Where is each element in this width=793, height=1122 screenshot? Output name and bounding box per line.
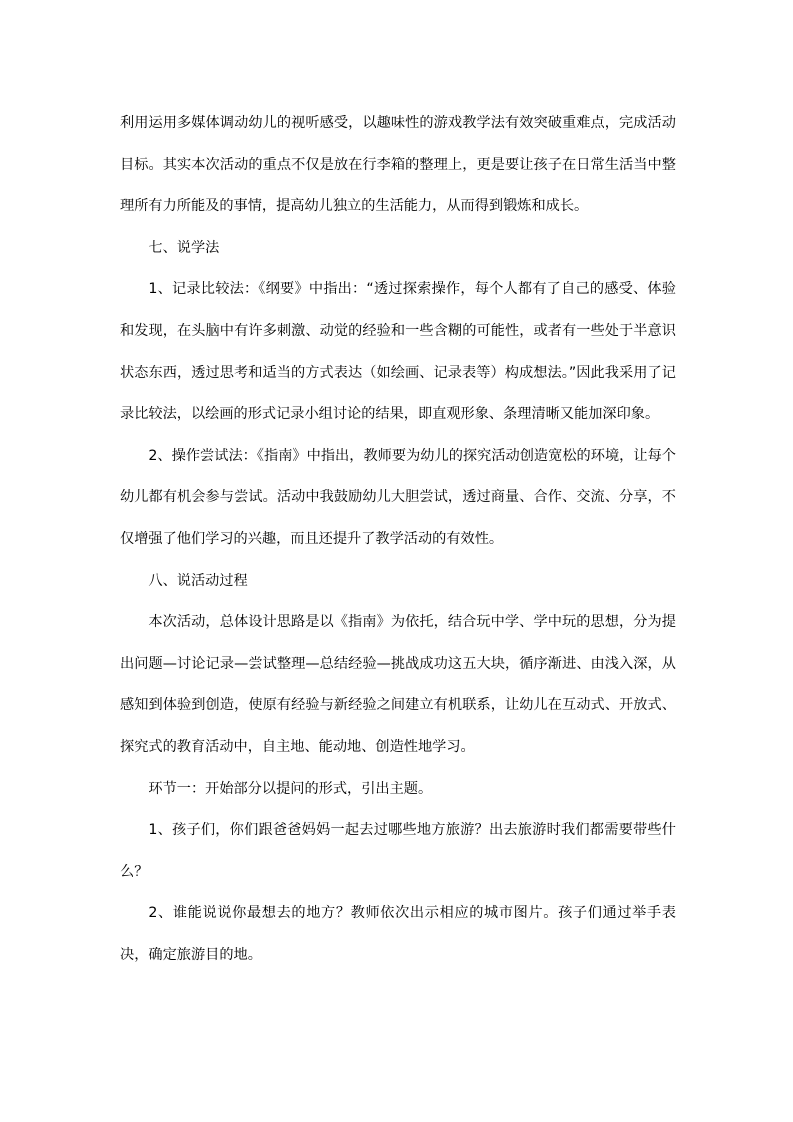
paragraph: 2、谁能说说你最想去的地方？教师依次出示相应的城市图片。孩子们通过举手表决，确定旅游目的地。 [120, 905, 676, 963]
section-heading: 八、说活动过程 [148, 572, 248, 589]
paragraph: 2、操作尝试法：《指南》中指出，教师要为幼儿的探究活动创造宽松的环境，让每个幼儿都有机会参与尝试。活动中我鼓励幼儿大胆尝试，透过商量、合作、交流、分享，不仅增强了他们学习的兴趣，而且还提升了教学活动的有效性。 [120, 447, 676, 547]
paragraph: 1、孩子们，你们跟爸爸妈妈一起去过哪些地方旅游？出去旅游时我们都需要带些什么？ [120, 822, 676, 880]
paragraph: 利用运用多媒体调动幼儿的视听感受，以趣味性的游戏教学法有效突破重难点，完成活动目标。其实本次活动的重点不仅是放在行李箱的整理上，更是要让孩子在日常生活当中整理所有力所能及的事情，提高幼儿独立的生活能力，从而得到锻炼和成长。 [120, 115, 676, 215]
paragraph: 1、记录比较法：《纲要》中指出：“透过探索操作，每个人都有了自己的感受、体验和发现，在头脑中有许多刺激、动觉的经验和一些含糊的可能性，或者有一些处于半意识状态东西，透过思考和适当的方式表达（如绘画、记录表等）构成想法。”因此我采用了记录比较法，以绘画的形式记录小组讨论的结果，即直观形象、条理清晰又能加深印象。 [120, 281, 676, 423]
document-body [120, 103, 676, 976]
paragraph: 环节一：开始部分以提问的形式，引出主题。 [148, 780, 433, 797]
paragraph: 本次活动，总体设计思路是以《指南》为依托，结合玩中学、学中玩的思想，分为提出问题—讨论记录—尝试整理—总结经验—挑战成功这五大块，循序渐进、由浅入深，从感知到体验到创造，使原有经验与新经验之间建立有机联系，让幼儿在互动式、开放式、探究式的教育活动中，自主地、能动地、创造性地学习。 [120, 614, 676, 755]
section-heading: 七、说学法 [148, 239, 220, 256]
